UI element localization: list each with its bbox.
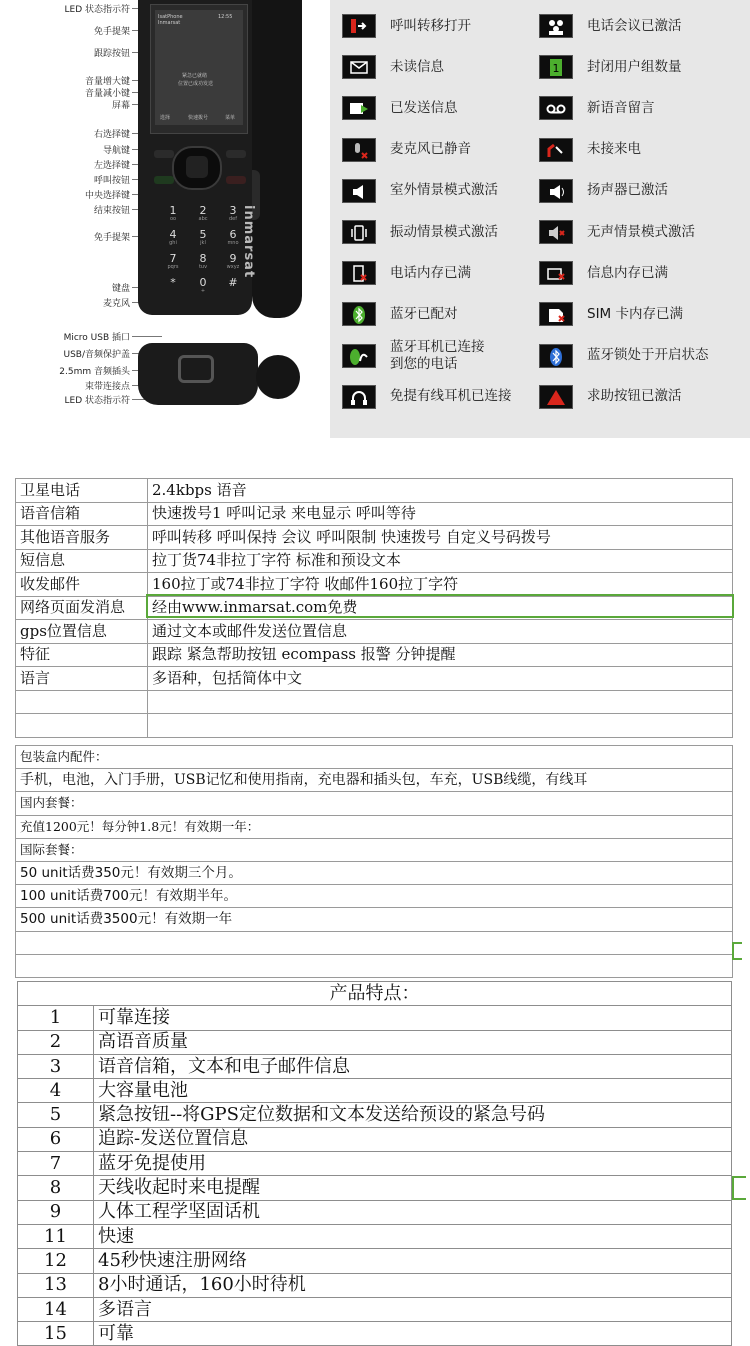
package-line [16,931,733,954]
spec-key: 卫星电话 [16,479,148,503]
spec-key: 其他语音服务 [16,526,148,550]
table-row [16,954,733,977]
keypad-key-label: # [228,276,238,289]
feature-number: 11 [18,1224,94,1248]
status-icon-row [342,11,471,41]
status-icon-label: 电话会议已激活 [587,17,682,34]
keypad-key [160,204,186,222]
sent-message-icon [342,96,376,120]
bluetooth-lock-icon [539,344,573,368]
status-icon-label: 已发送信息 [390,99,458,116]
keypad-key-letters: mno [227,240,239,246]
phone-memory-full-icon [342,261,376,285]
wired-headset-icon [342,385,376,409]
feature-number: 12 [18,1249,94,1273]
callout-label: LED 状态指示符 [64,396,130,406]
package-line: 包装盒内配件： [16,746,733,769]
antenna-base [256,355,300,399]
package-line: 100 unit话费700元！有效期半年。 [16,885,733,908]
package-line: 500 unit话费3500元！有效期一年 [16,908,733,931]
table-row [16,690,733,714]
table-row [18,1103,732,1127]
keypad-key-letters: tuv [198,264,208,270]
feature-text: 45秒快速注册网络 [94,1249,732,1273]
keypad-key-label: 0 [199,276,207,289]
feature-text: 大容量电池 [94,1079,732,1103]
callout-label: Micro USB 插口 [63,333,130,343]
table-row [18,1152,732,1176]
feature-number: 15 [18,1322,94,1346]
feature-number: 2 [18,1030,94,1054]
spec-value: 跟踪 紧急帮助按钮 ecompass 报警 分钟提醒 [148,643,733,667]
callout-label: 导航键 [102,146,130,156]
table-row [16,643,733,667]
bt-headset-icon [342,344,376,368]
status-icon-row [342,52,444,82]
keypad-key [190,276,216,294]
spec-key: 收发邮件 [16,573,148,597]
table-row [16,573,733,597]
status-icon-label: 室外情景模式激活 [390,182,498,199]
status-icon-row [539,135,641,165]
callout-label: 音量增大键 [84,77,130,87]
table-row [18,1249,732,1273]
feature-number: 14 [18,1297,94,1321]
status-icon-row [342,338,485,372]
table-row [16,714,733,738]
package-line [16,954,733,977]
keypad-key-letters: ghi [169,240,177,246]
bluetooth-paired-icon [342,302,376,326]
highlight-box [146,594,734,618]
status-icon-label: 振动情景模式激活 [390,223,498,240]
table-row [16,667,733,691]
spec-key: 语音信箱 [16,502,148,526]
table-row [16,861,733,884]
status-icon-label: 免提有线耳机已连接 [390,388,512,405]
table-row [16,931,733,954]
center-select-key [186,156,208,178]
status-icon-row [539,52,682,82]
keypad-key [190,204,216,222]
callout-leader [132,336,162,337]
feature-text: 紧急按钮--将GPS定位数据和文本发送给预设的紧急号码 [94,1103,732,1127]
spec-value: 拉丁货74非拉丁字符 标准和预设文本 [148,549,733,573]
callout-label: 呼叫按钮 [93,176,130,186]
package-line: 国际套餐： [16,838,733,861]
keypad-key-label: 5 [199,228,207,241]
table-row [18,1054,732,1078]
callout-label: 束带连接点 [84,382,130,392]
usb-cover [178,355,214,383]
status-icon-label: 无声情景模式激活 [587,223,695,240]
callout-label: USB/音频保护盖 [63,350,130,360]
callout-label: 屏幕 [111,101,130,111]
callout-label: 免手提架 [93,233,130,243]
status-icon-row [539,93,655,123]
missed-call-icon [539,138,573,162]
keypad-key-label: 1 [169,204,177,217]
status-icon-row [539,258,668,288]
callout-label: 中央选择键 [84,191,130,201]
keypad-key [160,252,186,270]
status-icon-panel [330,0,750,438]
table-row [18,1006,732,1030]
status-icon-label: 蓝牙耳机已连接 到您的电话 [390,338,485,372]
keypad-key-letters: abc [198,216,208,222]
status-icon-label: 信息内存已满 [587,264,668,281]
spec-key: 短信息 [16,549,148,573]
table-row [16,838,733,861]
table-row [18,1176,732,1200]
status-icon-row [539,299,683,329]
status-icon-label: 扬声器已激活 [587,182,668,199]
keypad-key [160,276,186,294]
table-row [16,526,733,550]
status-icon-label: 蓝牙锁处于开启状态 [587,347,709,364]
conference-icon [539,14,573,38]
feature-number: 9 [18,1200,94,1224]
keypad-key-letters: oo [169,216,177,222]
status-icon-row [342,299,458,329]
status-icon-row [539,176,668,206]
table-row [16,620,733,644]
outdoor-profile-icon [342,179,376,203]
keypad-key-label: 4 [169,228,177,241]
package-line: 国内套餐： [16,792,733,815]
callout-label: 跟踪按钮 [93,49,130,59]
keypad-key-label: 7 [169,252,177,265]
spec-key: 特征 [16,643,148,667]
keypad-key-label: 2 [199,204,207,217]
call-forward-icon [342,14,376,38]
table-row [16,769,733,792]
feature-text: 语音信箱，文本和电子邮件信息 [94,1054,732,1078]
package-line: 50 unit话费350元！有效期三个月。 [16,861,733,884]
spec-value [148,690,733,714]
spec-key [16,690,148,714]
callout-label: 左选择键 [93,161,130,171]
highlight-mark [732,1176,746,1200]
callout-label: 麦克风 [102,299,130,309]
brand-logo: inmarsat [241,205,256,279]
feature-number: 13 [18,1273,94,1297]
table-row [16,908,733,931]
status-icon-row [342,217,498,247]
feature-text: 可靠连接 [94,1006,732,1030]
status-icon-label: SIM 卡内存已满 [587,305,683,322]
keypad-key-letters: + [200,288,206,294]
table-row [18,1297,732,1321]
status-icon-label: 未读信息 [390,58,444,75]
status-icon-row [342,382,512,412]
spec-value: 160拉丁或74非拉丁字符 收邮件160拉丁字符 [148,573,733,597]
speaker-icon [539,179,573,203]
left-select-key [154,150,174,158]
feature-text: 可靠 [94,1322,732,1346]
spec-value: 多语种，包括简体中文 [148,667,733,691]
feature-number: 5 [18,1103,94,1127]
right-select-key [226,150,246,158]
status-icon-row [342,135,471,165]
spec-key: 语言 [16,667,148,691]
status-icon-label: 求助按钮已激活 [587,388,682,405]
feature-number: 3 [18,1054,94,1078]
table-row [16,792,733,815]
message-memory-full-icon [539,261,573,285]
antenna [252,0,302,318]
status-icon-row [539,217,695,247]
table-row [18,1127,732,1151]
keypad-key-label: 6 [229,228,237,241]
mic-muted-icon [342,138,376,162]
end-key [226,176,246,184]
status-icon-label: 电话内存已满 [390,264,471,281]
keypad-key-label: 3 [229,204,237,217]
spec-value: 2.4kbps 语音 [148,479,733,503]
voicemail-icon [539,96,573,120]
spec-value: 经由www.inmarsat.com免费 [148,596,733,620]
screen-text: 菜单 [225,115,236,121]
keypad-key [190,228,216,246]
package-line: 充值1200元！每分钟1.8元！有效期一年： [16,815,733,838]
features-title: 产品特点： [18,982,732,1006]
callout-label: 结束按钮 [93,206,130,216]
table-row [16,479,733,503]
feature-text: 8小时通话，160小时待机 [94,1273,732,1297]
screen-text: Inmarsat [158,20,181,26]
spec-key: 网络页面发消息 [16,596,148,620]
keypad-key-label: 8 [199,252,207,265]
feature-number: 8 [18,1176,94,1200]
phone-diagram [0,0,750,440]
screen-text: 位置已成功发送 [178,81,214,87]
status-icon-row [342,176,498,206]
spec-key: gps位置信息 [16,620,148,644]
table-row [18,1030,732,1054]
screen-text: 紧急已就绪 [182,73,208,79]
table-row [18,1079,732,1103]
callout-label: 2.5mm 音频插头 [59,367,130,377]
status-icon-label: 新语音留言 [587,99,655,116]
keypad-key-letters: def [228,216,237,222]
vibrate-icon [342,220,376,244]
table-row [18,1224,732,1248]
table-row [18,1322,732,1346]
feature-number: 6 [18,1127,94,1151]
status-icon-label: 麦克风已静音 [390,141,471,158]
callout-label: 右选择键 [93,130,130,140]
sos-icon [539,385,573,409]
spec-key [16,714,148,738]
table-row [16,502,733,526]
keypad-key [190,252,216,270]
table-row [16,815,733,838]
callout-label: 键盘 [111,284,130,294]
features-table [17,981,732,1346]
spec-value: 呼叫转移 呼叫保持 会议 呼叫限制 快速拨号 自定义号码拨号 [148,526,733,550]
callout-label: 免手提架 [93,27,130,37]
table-row [16,885,733,908]
screen-text: 12:55 [218,14,233,20]
feature-text: 追踪-发送位置信息 [94,1127,732,1151]
feature-text: 高语音质量 [94,1030,732,1054]
feature-number: 1 [18,1006,94,1030]
closed-group-icon [539,55,573,79]
screen-text: IsatPhone [158,14,183,20]
screen-text: 快速拨号 [188,115,209,121]
spec-value [148,714,733,738]
phone-screen-display [155,10,243,125]
feature-number: 7 [18,1152,94,1176]
call-key [154,176,174,184]
keypad-key-letters: wxyz [226,264,240,270]
feature-text: 多语言 [94,1297,732,1321]
package-line: 手机，电池，入门手册，USB记忆和使用指南，充电器和插头包，车充，USB线缆，有线耳 [16,769,733,792]
status-icon-label: 蓝牙已配对 [390,305,458,322]
status-icon-label: 未接来电 [587,141,641,158]
feature-text: 快速 [94,1224,732,1248]
status-icon-row [342,93,458,123]
keypad-key-label: 9 [229,252,237,265]
table-row [18,1273,732,1297]
table-row [18,1200,732,1224]
status-icon-label: 呼叫转移打开 [390,17,471,34]
callout-label: LED 状态指示符 [64,5,130,15]
table-row [16,549,733,573]
keypad-key-letters: jkl [200,240,206,246]
callout-label: 音量减小键 [84,89,130,99]
screen-text: 选择 [160,115,171,121]
keypad-key-letters: pqrs [167,264,179,270]
feature-text: 人体工程学坚固话机 [94,1200,732,1224]
keypad-key [160,228,186,246]
table-row [16,746,733,769]
package-table [15,745,733,978]
status-icon-label: 封闭用户组数量 [587,58,682,75]
keypad-key-label: * [170,276,176,289]
status-icon-row [539,341,709,371]
silent-icon [539,220,573,244]
status-icon-row [342,258,471,288]
keypad-key [220,276,246,294]
envelope-icon [342,55,376,79]
status-icon-row [539,11,682,41]
feature-text: 天线收起时来电提醒 [94,1176,732,1200]
feature-text: 蓝牙免提使用 [94,1152,732,1176]
status-icon-row [539,382,682,412]
spec-value: 通过文本或邮件发送位置信息 [148,620,733,644]
svg-text:1: 1 [552,62,560,76]
feature-number: 4 [18,1079,94,1103]
spec-value: 快速拨号1 呼叫记录 来电显示 呼叫等待 [148,502,733,526]
sim-full-icon [539,302,573,326]
highlight-mark [732,942,742,960]
phone-bottom-view [138,343,298,409]
